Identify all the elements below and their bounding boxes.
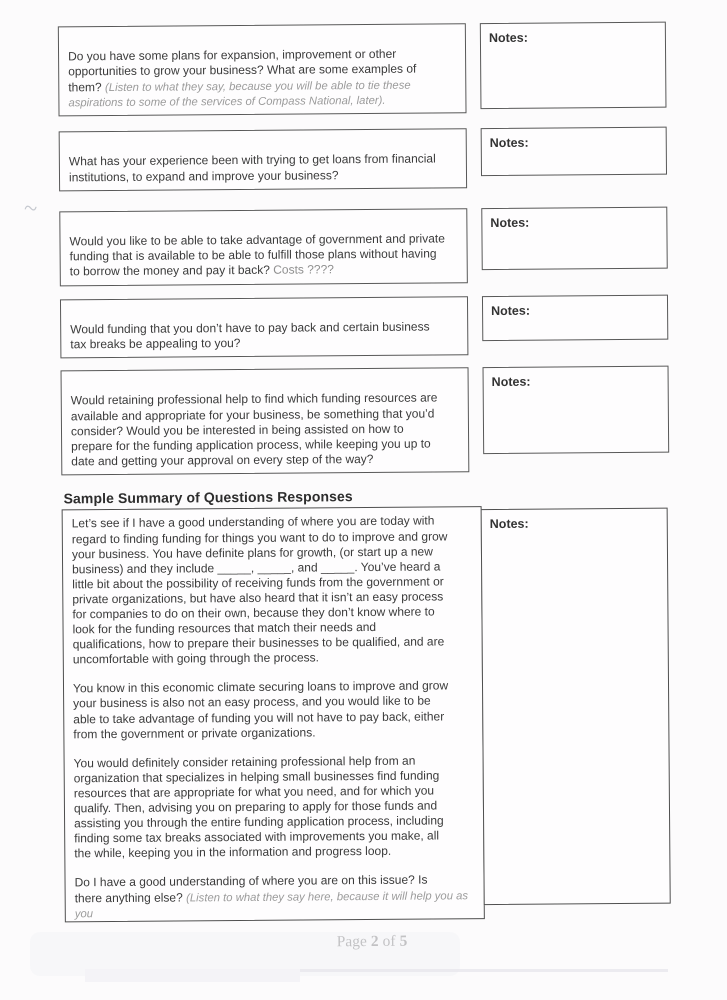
scan-artifact-blotch <box>85 969 300 982</box>
summary-paragraph-2: You know in this economic climate securing loans to improve and grow your business is also not an easy process, and you would like to be able to take advantage of funding you will not have to pay back, either from the government or private organizations. <box>72 678 449 741</box>
notes-label: Notes: <box>490 215 530 230</box>
question-row-1 <box>58 22 673 117</box>
notes-label: Notes: <box>491 303 531 318</box>
notes-box-4 <box>482 294 668 340</box>
question-text: Would retaining professional help to find which funding resources are available and appropriate for your business, be something that you’d consider? Would you be interested in being assisted on how to prepare for the funding application process, while keeping you up to date and getting your approval on every step of the way? <box>70 390 438 469</box>
question-row-3 <box>59 206 674 286</box>
summary-closing-aside: (Listen to what they say here, because it will help you as you <box>74 889 469 921</box>
question-aside-note: (Listen to what they say, because you will be able to tie these aspirations to some of the services of Compass National, later). <box>68 79 411 110</box>
summary-box <box>62 507 485 923</box>
summary-closing <box>74 873 481 922</box>
question-box-1 <box>58 23 467 116</box>
notes-label: Notes: <box>489 517 529 532</box>
question-row-2 <box>59 127 673 191</box>
notes-label: Notes: <box>491 374 531 390</box>
scan-artifact-line <box>300 969 668 972</box>
notes-label: Notes: <box>489 135 529 151</box>
question-box-2 <box>59 128 467 191</box>
question-text: Would you like to be able to take advantage of government and private funding that is available to be able to fulfill those plans without having to borrow the money and pay it back? <box>69 231 445 279</box>
question-row-5 <box>61 366 676 476</box>
notes-box-5 <box>483 366 670 454</box>
question-box-4 <box>60 296 468 359</box>
summary-paragraph-3: You would definitely consider retaining professional help from an organization that specializes in helping small businesses find funding resources that are appropriate for what you need, and for which you qualify. Then, advising you on preparing to apply for those funds and assisting you through the entire funding application process, including finding some tax breaks associated with improvements you make, all the while, keeping you in the information and progress loop. <box>73 753 444 861</box>
notes-box-2 <box>481 127 667 176</box>
summary-closing-text: Do I have a good understanding of where you are on this issue? Is there anything else? <box>74 872 428 905</box>
summary-notes-box <box>481 508 671 905</box>
section-heading: Sample Summary of Questions Responses <box>63 488 353 507</box>
summary-paragraph-1: Let’s see if I have a good understanding of where you are today with regard to finding funding for things you want to do to improve and grow your business. You have definite plans for growth, (or start up a new business) and they include _____, _____, and _____. You’ve heard a little bit about the possibility of receiving funds from the government or private organizations, but have also heard that it isn’t an easy process for companies to do on their own, because they don’t know where to look for the funding resources that match their needs and qualifications, how to prepare their businesses to be qualified, and are uncomfortable with going through the process. <box>71 513 448 667</box>
summary-row <box>62 505 679 922</box>
question-box-3 <box>59 208 468 286</box>
question-text: Do you have some plans for expansion, improvement or other opportunities to grow your business? What are some examples of them? <box>68 46 417 94</box>
question-aside-note: Costs ???? <box>273 262 334 278</box>
question-text: Would funding that you don’t have to pay back and certain business tax breaks be appealing to you? <box>70 319 430 352</box>
page-content <box>58 22 679 954</box>
notes-box-3 <box>481 206 667 269</box>
question-text: What has your experience been with trying to get loans from financial institutions, to expand and improve your business? <box>68 151 436 184</box>
question-row-4 <box>60 294 674 358</box>
notes-box-1 <box>480 22 667 109</box>
question-box-5 <box>61 367 470 475</box>
notes-label: Notes: <box>488 30 528 46</box>
pencil-tilde-mark: ~ <box>22 195 39 223</box>
